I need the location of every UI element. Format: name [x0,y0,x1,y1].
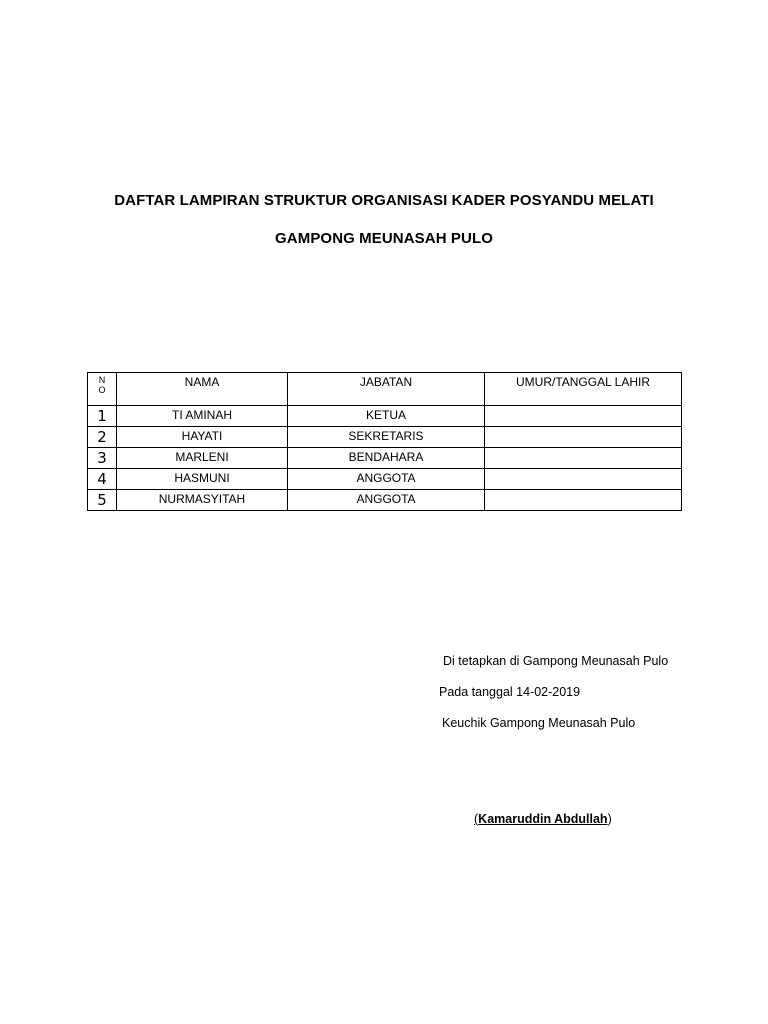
table-row [88,406,682,427]
signature-role: Keuchik Gampong Meunasah Pulo [442,716,636,730]
cell-umur [485,490,682,511]
signatory-name-block [474,812,612,826]
table-row [88,469,682,490]
document-subtitle: GAMPONG MEUNASAH PULO [275,230,493,247]
signatory-paren-close: ) [607,812,612,826]
header-nama: NAMA [117,373,288,406]
header-no-line-2: O [98,384,106,395]
cell-umur [485,469,682,490]
cell-nama: NURMASYITAH [117,490,288,511]
cell-jabatan: KETUA [288,406,485,427]
cell-jabatan: BENDAHARA [288,448,485,469]
document-title: DAFTAR LAMPIRAN STRUKTUR ORGANISASI KADER POSYANDU MELATI [114,192,654,209]
cell-umur [485,427,682,448]
cell-nama: HASMUNI [117,469,288,490]
cell-nama: TI AMINAH [117,406,288,427]
cell-jabatan: ANGGOTA [288,490,485,511]
header-jabatan: JABATAN [288,373,485,406]
cell-jabatan: SEKRETARIS [288,427,485,448]
cell-nama: HAYATI [117,427,288,448]
table-row [88,448,682,469]
signatory-name: Kamaruddin Abdullah [478,812,608,826]
cell-no: 3 [88,448,117,469]
table-header-row [88,373,682,406]
cell-umur [485,406,682,427]
signature-place: Di tetapkan di Gampong Meunasah Pulo [443,654,669,668]
signature-date: Pada tanggal 14-02-2019 [439,685,581,699]
cell-no: 5 [88,490,117,511]
cell-no: 1 [88,406,117,427]
header-no-line-1: N [98,375,106,385]
signatory-paren-open: ( [474,812,479,826]
cell-no: 2 [88,427,117,448]
cell-nama: MARLENI [117,448,288,469]
cell-jabatan: ANGGOTA [288,469,485,490]
table-row [88,427,682,448]
header-umur: UMUR/TANGGAL LAHIR [485,373,682,406]
header-no [88,373,117,406]
cell-no: 4 [88,469,117,490]
table-row [88,490,682,511]
members-table [87,372,682,511]
cell-umur [485,448,682,469]
